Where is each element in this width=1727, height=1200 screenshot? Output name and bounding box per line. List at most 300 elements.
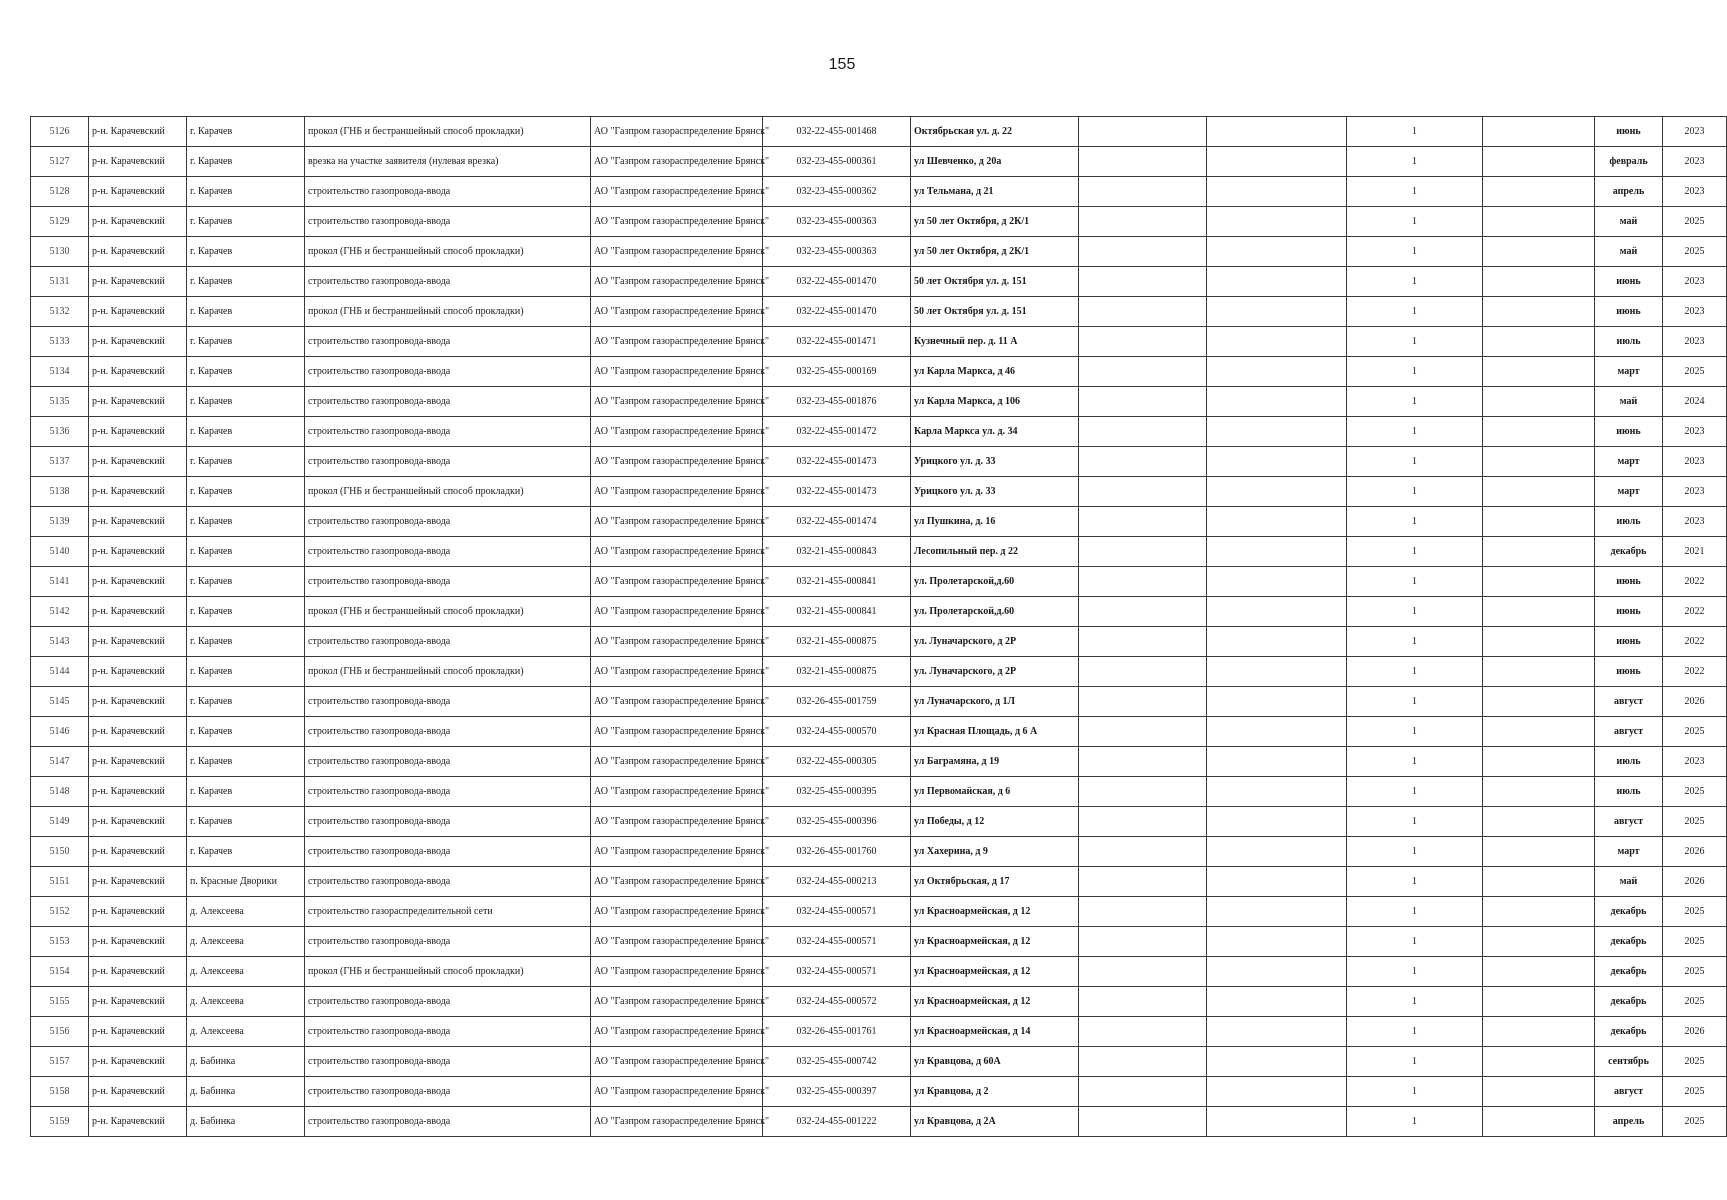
locality-cell: г. Карачев bbox=[187, 237, 305, 267]
locality-cell: д. Бабинка bbox=[187, 1107, 305, 1137]
year-cell: 2023 bbox=[1663, 447, 1727, 477]
locality-cell: г. Карачев bbox=[187, 207, 305, 237]
application-code-cell: 032-25-455-000397 bbox=[763, 1077, 911, 1107]
quantity-cell: 1 bbox=[1347, 897, 1483, 927]
empty-cell bbox=[1079, 357, 1207, 387]
work-type-cell: строительство газопровода-ввода bbox=[305, 717, 591, 747]
year-cell: 2023 bbox=[1663, 747, 1727, 777]
district-cell: р-н. Карачевский bbox=[89, 417, 187, 447]
month-cell: июнь bbox=[1595, 267, 1663, 297]
locality-cell: г. Карачев bbox=[187, 747, 305, 777]
table-row bbox=[31, 177, 1727, 207]
table-row bbox=[31, 627, 1727, 657]
empty-cell bbox=[1207, 447, 1347, 477]
year-cell: 2025 bbox=[1663, 897, 1727, 927]
empty-cell bbox=[1207, 837, 1347, 867]
empty-cell bbox=[1483, 237, 1595, 267]
application-code-cell: 032-23-455-000361 bbox=[763, 147, 911, 177]
empty-cell bbox=[1483, 987, 1595, 1017]
quantity-cell: 1 bbox=[1347, 147, 1483, 177]
month-cell: май bbox=[1595, 387, 1663, 417]
work-type-cell: строительство газопровода-ввода bbox=[305, 447, 591, 477]
district-cell: р-н. Карачевский bbox=[89, 447, 187, 477]
work-type-cell: строительство газопровода-ввода bbox=[305, 537, 591, 567]
quantity-cell: 1 bbox=[1347, 117, 1483, 147]
empty-cell bbox=[1079, 897, 1207, 927]
address-cell: ул Кравцова, д 2 bbox=[911, 1077, 1079, 1107]
address-cell: ул Тельмана, д 21 bbox=[911, 177, 1079, 207]
empty-cell bbox=[1207, 777, 1347, 807]
empty-cell bbox=[1079, 567, 1207, 597]
address-cell: ул Победы, д 12 bbox=[911, 807, 1079, 837]
locality-cell: г. Карачев bbox=[187, 597, 305, 627]
organization-cell: АО "Газпром газораспределение Брянск" bbox=[591, 297, 763, 327]
table-row bbox=[31, 417, 1727, 447]
row-number: 5148 bbox=[31, 777, 89, 807]
empty-cell bbox=[1079, 147, 1207, 177]
empty-cell bbox=[1483, 387, 1595, 417]
locality-cell: г. Карачев bbox=[187, 567, 305, 597]
table-body bbox=[31, 117, 1727, 1137]
organization-cell: АО "Газпром газораспределение Брянск" bbox=[591, 657, 763, 687]
year-cell: 2025 bbox=[1663, 237, 1727, 267]
year-cell: 2023 bbox=[1663, 507, 1727, 537]
month-cell: июнь bbox=[1595, 567, 1663, 597]
application-code-cell: 032-25-455-000742 bbox=[763, 1047, 911, 1077]
work-type-cell: прокол (ГНБ и бестраншейный способ прокладки) bbox=[305, 117, 591, 147]
district-cell: р-н. Карачевский bbox=[89, 177, 187, 207]
district-cell: р-н. Карачевский bbox=[89, 357, 187, 387]
organization-cell: АО "Газпром газораспределение Брянск" bbox=[591, 897, 763, 927]
quantity-cell: 1 bbox=[1347, 567, 1483, 597]
month-cell: апрель bbox=[1595, 1107, 1663, 1137]
empty-cell bbox=[1207, 957, 1347, 987]
application-code-cell: 032-24-455-000213 bbox=[763, 867, 911, 897]
organization-cell: АО "Газпром газораспределение Брянск" bbox=[591, 987, 763, 1017]
month-cell: декабрь bbox=[1595, 987, 1663, 1017]
empty-cell bbox=[1079, 807, 1207, 837]
year-cell: 2025 bbox=[1663, 207, 1727, 237]
empty-cell bbox=[1207, 897, 1347, 927]
empty-cell bbox=[1483, 477, 1595, 507]
row-number: 5141 bbox=[31, 567, 89, 597]
empty-cell bbox=[1079, 1107, 1207, 1137]
district-cell: р-н. Карачевский bbox=[89, 507, 187, 537]
district-cell: р-н. Карачевский bbox=[89, 327, 187, 357]
year-cell: 2026 bbox=[1663, 867, 1727, 897]
work-type-cell: строительство газопровода-ввода bbox=[305, 687, 591, 717]
application-code-cell: 032-22-455-001474 bbox=[763, 507, 911, 537]
locality-cell: п. Красные Дворики bbox=[187, 867, 305, 897]
address-cell: ул. Луначарского, д 2Р bbox=[911, 657, 1079, 687]
row-number: 5150 bbox=[31, 837, 89, 867]
empty-cell bbox=[1079, 237, 1207, 267]
year-cell: 2025 bbox=[1663, 807, 1727, 837]
empty-cell bbox=[1483, 717, 1595, 747]
organization-cell: АО "Газпром газораспределение Брянск" bbox=[591, 807, 763, 837]
work-type-cell: прокол (ГНБ и бестраншейный способ прокладки) bbox=[305, 297, 591, 327]
empty-cell bbox=[1207, 147, 1347, 177]
work-type-cell: строительство газопровода-ввода bbox=[305, 177, 591, 207]
address-cell: ул Красноармейская, д 12 bbox=[911, 897, 1079, 927]
empty-cell bbox=[1207, 267, 1347, 297]
row-number: 5151 bbox=[31, 867, 89, 897]
month-cell: июль bbox=[1595, 747, 1663, 777]
organization-cell: АО "Газпром газораспределение Брянск" bbox=[591, 747, 763, 777]
organization-cell: АО "Газпром газораспределение Брянск" bbox=[591, 357, 763, 387]
district-cell: р-н. Карачевский bbox=[89, 117, 187, 147]
quantity-cell: 1 bbox=[1347, 807, 1483, 837]
empty-cell bbox=[1207, 567, 1347, 597]
empty-cell bbox=[1483, 507, 1595, 537]
month-cell: май bbox=[1595, 237, 1663, 267]
month-cell: декабрь bbox=[1595, 897, 1663, 927]
table-row bbox=[31, 747, 1727, 777]
work-type-cell: строительство газопровода-ввода bbox=[305, 417, 591, 447]
year-cell: 2022 bbox=[1663, 627, 1727, 657]
address-cell: 50 лет Октября ул. д. 151 bbox=[911, 297, 1079, 327]
empty-cell bbox=[1207, 297, 1347, 327]
work-type-cell: строительство газопровода-ввода bbox=[305, 267, 591, 297]
empty-cell bbox=[1207, 1047, 1347, 1077]
empty-cell bbox=[1079, 387, 1207, 417]
empty-cell bbox=[1207, 477, 1347, 507]
work-type-cell: прокол (ГНБ и бестраншейный способ прокладки) bbox=[305, 597, 591, 627]
table-row bbox=[31, 357, 1727, 387]
organization-cell: АО "Газпром газораспределение Брянск" bbox=[591, 1077, 763, 1107]
row-number: 5139 bbox=[31, 507, 89, 537]
district-cell: р-н. Карачевский bbox=[89, 867, 187, 897]
work-type-cell: прокол (ГНБ и бестраншейный способ прокладки) bbox=[305, 237, 591, 267]
row-number: 5130 bbox=[31, 237, 89, 267]
application-code-cell: 032-22-455-001470 bbox=[763, 297, 911, 327]
empty-cell bbox=[1079, 597, 1207, 627]
quantity-cell: 1 bbox=[1347, 177, 1483, 207]
empty-cell bbox=[1483, 597, 1595, 627]
empty-cell bbox=[1483, 147, 1595, 177]
address-cell: ул Красноармейская, д 12 bbox=[911, 957, 1079, 987]
table-row bbox=[31, 897, 1727, 927]
year-cell: 2025 bbox=[1663, 357, 1727, 387]
quantity-cell: 1 bbox=[1347, 777, 1483, 807]
address-cell: ул Первомайская, д 6 bbox=[911, 777, 1079, 807]
work-type-cell: строительство газопровода-ввода bbox=[305, 1047, 591, 1077]
organization-cell: АО "Газпром газораспределение Брянск" bbox=[591, 957, 763, 987]
address-cell: ул Красноармейская, д 12 bbox=[911, 927, 1079, 957]
empty-cell bbox=[1207, 987, 1347, 1017]
year-cell: 2023 bbox=[1663, 417, 1727, 447]
organization-cell: АО "Газпром газораспределение Брянск" bbox=[591, 1047, 763, 1077]
locality-cell: г. Карачев bbox=[187, 327, 305, 357]
year-cell: 2025 bbox=[1663, 987, 1727, 1017]
empty-cell bbox=[1079, 837, 1207, 867]
empty-cell bbox=[1207, 867, 1347, 897]
row-number: 5138 bbox=[31, 477, 89, 507]
table-row bbox=[31, 1077, 1727, 1107]
empty-cell bbox=[1207, 597, 1347, 627]
district-cell: р-н. Карачевский bbox=[89, 387, 187, 417]
quantity-cell: 1 bbox=[1347, 1077, 1483, 1107]
empty-cell bbox=[1079, 717, 1207, 747]
row-number: 5145 bbox=[31, 687, 89, 717]
organization-cell: АО "Газпром газораспределение Брянск" bbox=[591, 387, 763, 417]
empty-cell bbox=[1079, 117, 1207, 147]
empty-cell bbox=[1079, 537, 1207, 567]
row-number: 5135 bbox=[31, 387, 89, 417]
quantity-cell: 1 bbox=[1347, 207, 1483, 237]
table-row bbox=[31, 117, 1727, 147]
empty-cell bbox=[1079, 207, 1207, 237]
empty-cell bbox=[1079, 867, 1207, 897]
empty-cell bbox=[1207, 747, 1347, 777]
month-cell: март bbox=[1595, 447, 1663, 477]
address-cell: ул Шевченко, д 20а bbox=[911, 147, 1079, 177]
row-number: 5155 bbox=[31, 987, 89, 1017]
year-cell: 2023 bbox=[1663, 297, 1727, 327]
address-cell: ул Хахерина, д 9 bbox=[911, 837, 1079, 867]
month-cell: май bbox=[1595, 867, 1663, 897]
address-cell: Лесопильный пер. д 22 bbox=[911, 537, 1079, 567]
table-row bbox=[31, 807, 1727, 837]
locality-cell: д. Бабинка bbox=[187, 1077, 305, 1107]
year-cell: 2023 bbox=[1663, 477, 1727, 507]
month-cell: август bbox=[1595, 717, 1663, 747]
work-type-cell: прокол (ГНБ и бестраншейный способ прокладки) bbox=[305, 657, 591, 687]
organization-cell: АО "Газпром газораспределение Брянск" bbox=[591, 237, 763, 267]
locality-cell: г. Карачев bbox=[187, 507, 305, 537]
empty-cell bbox=[1079, 987, 1207, 1017]
quantity-cell: 1 bbox=[1347, 237, 1483, 267]
application-code-cell: 032-24-455-001222 bbox=[763, 1107, 911, 1137]
empty-cell bbox=[1079, 687, 1207, 717]
row-number: 5144 bbox=[31, 657, 89, 687]
quantity-cell: 1 bbox=[1347, 837, 1483, 867]
quantity-cell: 1 bbox=[1347, 717, 1483, 747]
organization-cell: АО "Газпром газораспределение Брянск" bbox=[591, 627, 763, 657]
application-code-cell: 032-25-455-000169 bbox=[763, 357, 911, 387]
organization-cell: АО "Газпром газораспределение Брянск" bbox=[591, 117, 763, 147]
locality-cell: г. Карачев bbox=[187, 417, 305, 447]
empty-cell bbox=[1483, 567, 1595, 597]
empty-cell bbox=[1207, 1077, 1347, 1107]
empty-cell bbox=[1207, 1017, 1347, 1047]
row-number: 5132 bbox=[31, 297, 89, 327]
locality-cell: д. Алексеева bbox=[187, 927, 305, 957]
district-cell: р-н. Карачевский bbox=[89, 807, 187, 837]
organization-cell: АО "Газпром газораспределение Брянск" bbox=[591, 327, 763, 357]
address-cell: ул Красноармейская, д 12 bbox=[911, 987, 1079, 1017]
row-number: 5133 bbox=[31, 327, 89, 357]
work-type-cell: врезка на участке заявителя (нулевая врезка) bbox=[305, 147, 591, 177]
address-cell: ул Октябрьская, д 17 bbox=[911, 867, 1079, 897]
district-cell: р-н. Карачевский bbox=[89, 147, 187, 177]
table-row bbox=[31, 567, 1727, 597]
work-type-cell: строительство газопровода-ввода bbox=[305, 837, 591, 867]
application-code-cell: 032-26-455-001760 bbox=[763, 837, 911, 867]
table-row bbox=[31, 537, 1727, 567]
quantity-cell: 1 bbox=[1347, 327, 1483, 357]
year-cell: 2025 bbox=[1663, 717, 1727, 747]
district-cell: р-н. Карачевский bbox=[89, 837, 187, 867]
empty-cell bbox=[1483, 447, 1595, 477]
district-cell: р-н. Карачевский bbox=[89, 1077, 187, 1107]
quantity-cell: 1 bbox=[1347, 987, 1483, 1017]
address-cell: ул. Пролетарской,д.60 bbox=[911, 597, 1079, 627]
address-cell: ул. Луначарского, д 2Р bbox=[911, 627, 1079, 657]
year-cell: 2025 bbox=[1663, 1107, 1727, 1137]
month-cell: декабрь bbox=[1595, 957, 1663, 987]
empty-cell bbox=[1483, 207, 1595, 237]
application-code-cell: 032-22-455-001468 bbox=[763, 117, 911, 147]
table-row bbox=[31, 327, 1727, 357]
month-cell: август bbox=[1595, 1077, 1663, 1107]
year-cell: 2025 bbox=[1663, 927, 1727, 957]
month-cell: декабрь bbox=[1595, 927, 1663, 957]
application-code-cell: 032-22-455-001470 bbox=[763, 267, 911, 297]
empty-cell bbox=[1483, 627, 1595, 657]
row-number: 5140 bbox=[31, 537, 89, 567]
empty-cell bbox=[1483, 957, 1595, 987]
table-row bbox=[31, 867, 1727, 897]
application-code-cell: 032-25-455-000396 bbox=[763, 807, 911, 837]
address-cell: ул Карла Маркса, д 106 bbox=[911, 387, 1079, 417]
district-cell: р-н. Карачевский bbox=[89, 1047, 187, 1077]
quantity-cell: 1 bbox=[1347, 507, 1483, 537]
locality-cell: г. Карачев bbox=[187, 297, 305, 327]
empty-cell bbox=[1079, 267, 1207, 297]
year-cell: 2025 bbox=[1663, 1077, 1727, 1107]
organization-cell: АО "Газпром газораспределение Брянск" bbox=[591, 867, 763, 897]
locality-cell: г. Карачев bbox=[187, 657, 305, 687]
empty-cell bbox=[1207, 807, 1347, 837]
register-table bbox=[30, 116, 1727, 1137]
empty-cell bbox=[1079, 1077, 1207, 1107]
quantity-cell: 1 bbox=[1347, 1017, 1483, 1047]
table-row bbox=[31, 507, 1727, 537]
month-cell: май bbox=[1595, 207, 1663, 237]
month-cell: март bbox=[1595, 837, 1663, 867]
organization-cell: АО "Газпром газораспределение Брянск" bbox=[591, 267, 763, 297]
table-row bbox=[31, 477, 1727, 507]
table-row bbox=[31, 717, 1727, 747]
month-cell: июнь bbox=[1595, 297, 1663, 327]
empty-cell bbox=[1207, 1107, 1347, 1137]
empty-cell bbox=[1483, 297, 1595, 327]
empty-cell bbox=[1483, 747, 1595, 777]
district-cell: р-н. Карачевский bbox=[89, 627, 187, 657]
quantity-cell: 1 bbox=[1347, 537, 1483, 567]
work-type-cell: строительство газопровода-ввода bbox=[305, 1077, 591, 1107]
application-code-cell: 032-24-455-000570 bbox=[763, 717, 911, 747]
quantity-cell: 1 bbox=[1347, 477, 1483, 507]
district-cell: р-н. Карачевский bbox=[89, 567, 187, 597]
organization-cell: АО "Газпром газораспределение Брянск" bbox=[591, 777, 763, 807]
row-number: 5134 bbox=[31, 357, 89, 387]
empty-cell bbox=[1079, 777, 1207, 807]
month-cell: июнь bbox=[1595, 627, 1663, 657]
application-code-cell: 032-22-455-001471 bbox=[763, 327, 911, 357]
locality-cell: г. Карачев bbox=[187, 447, 305, 477]
work-type-cell: строительство газопровода-ввода bbox=[305, 1017, 591, 1047]
table-row bbox=[31, 147, 1727, 177]
organization-cell: АО "Газпром газораспределение Брянск" bbox=[591, 207, 763, 237]
locality-cell: д. Алексеева bbox=[187, 1017, 305, 1047]
month-cell: декабрь bbox=[1595, 537, 1663, 567]
empty-cell bbox=[1079, 657, 1207, 687]
district-cell: р-н. Карачевский bbox=[89, 537, 187, 567]
quantity-cell: 1 bbox=[1347, 747, 1483, 777]
organization-cell: АО "Газпром газораспределение Брянск" bbox=[591, 177, 763, 207]
month-cell: июль bbox=[1595, 777, 1663, 807]
work-type-cell: строительство газопровода-ввода bbox=[305, 327, 591, 357]
work-type-cell: прокол (ГНБ и бестраншейный способ прокладки) bbox=[305, 477, 591, 507]
district-cell: р-н. Карачевский bbox=[89, 747, 187, 777]
empty-cell bbox=[1207, 627, 1347, 657]
month-cell: июнь bbox=[1595, 117, 1663, 147]
locality-cell: д. Алексеева bbox=[187, 957, 305, 987]
empty-cell bbox=[1483, 327, 1595, 357]
year-cell: 2022 bbox=[1663, 597, 1727, 627]
table-row bbox=[31, 1047, 1727, 1077]
empty-cell bbox=[1483, 807, 1595, 837]
table-row bbox=[31, 387, 1727, 417]
organization-cell: АО "Газпром газораспределение Брянск" bbox=[591, 717, 763, 747]
application-code-cell: 032-22-455-000305 bbox=[763, 747, 911, 777]
month-cell: июнь bbox=[1595, 657, 1663, 687]
application-code-cell: 032-22-455-001473 bbox=[763, 477, 911, 507]
empty-cell bbox=[1207, 717, 1347, 747]
table-row bbox=[31, 927, 1727, 957]
address-cell: Кузнечный пер. д. 11 А bbox=[911, 327, 1079, 357]
year-cell: 2021 bbox=[1663, 537, 1727, 567]
empty-cell bbox=[1207, 927, 1347, 957]
locality-cell: г. Карачев bbox=[187, 837, 305, 867]
application-code-cell: 032-23-455-001876 bbox=[763, 387, 911, 417]
empty-cell bbox=[1207, 207, 1347, 237]
empty-cell bbox=[1207, 417, 1347, 447]
district-cell: р-н. Карачевский bbox=[89, 657, 187, 687]
quantity-cell: 1 bbox=[1347, 627, 1483, 657]
quantity-cell: 1 bbox=[1347, 687, 1483, 717]
address-cell: ул Кравцова, д 2А bbox=[911, 1107, 1079, 1137]
empty-cell bbox=[1207, 177, 1347, 207]
locality-cell: г. Карачев bbox=[187, 357, 305, 387]
table-row bbox=[31, 597, 1727, 627]
application-code-cell: 032-22-455-001473 bbox=[763, 447, 911, 477]
row-number: 5156 bbox=[31, 1017, 89, 1047]
row-number: 5137 bbox=[31, 447, 89, 477]
quantity-cell: 1 bbox=[1347, 447, 1483, 477]
row-number: 5143 bbox=[31, 627, 89, 657]
empty-cell bbox=[1079, 417, 1207, 447]
row-number: 5157 bbox=[31, 1047, 89, 1077]
address-cell: 50 лет Октября ул. д. 151 bbox=[911, 267, 1079, 297]
year-cell: 2025 bbox=[1663, 957, 1727, 987]
page-number: 155 bbox=[828, 56, 856, 73]
district-cell: р-н. Карачевский bbox=[89, 267, 187, 297]
table-row bbox=[31, 987, 1727, 1017]
empty-cell bbox=[1483, 1077, 1595, 1107]
row-number: 5142 bbox=[31, 597, 89, 627]
table-row bbox=[31, 237, 1727, 267]
row-number: 5147 bbox=[31, 747, 89, 777]
row-number: 5153 bbox=[31, 927, 89, 957]
locality-cell: г. Карачев bbox=[187, 627, 305, 657]
row-number: 5129 bbox=[31, 207, 89, 237]
month-cell: август bbox=[1595, 807, 1663, 837]
empty-cell bbox=[1079, 957, 1207, 987]
empty-cell bbox=[1079, 447, 1207, 477]
